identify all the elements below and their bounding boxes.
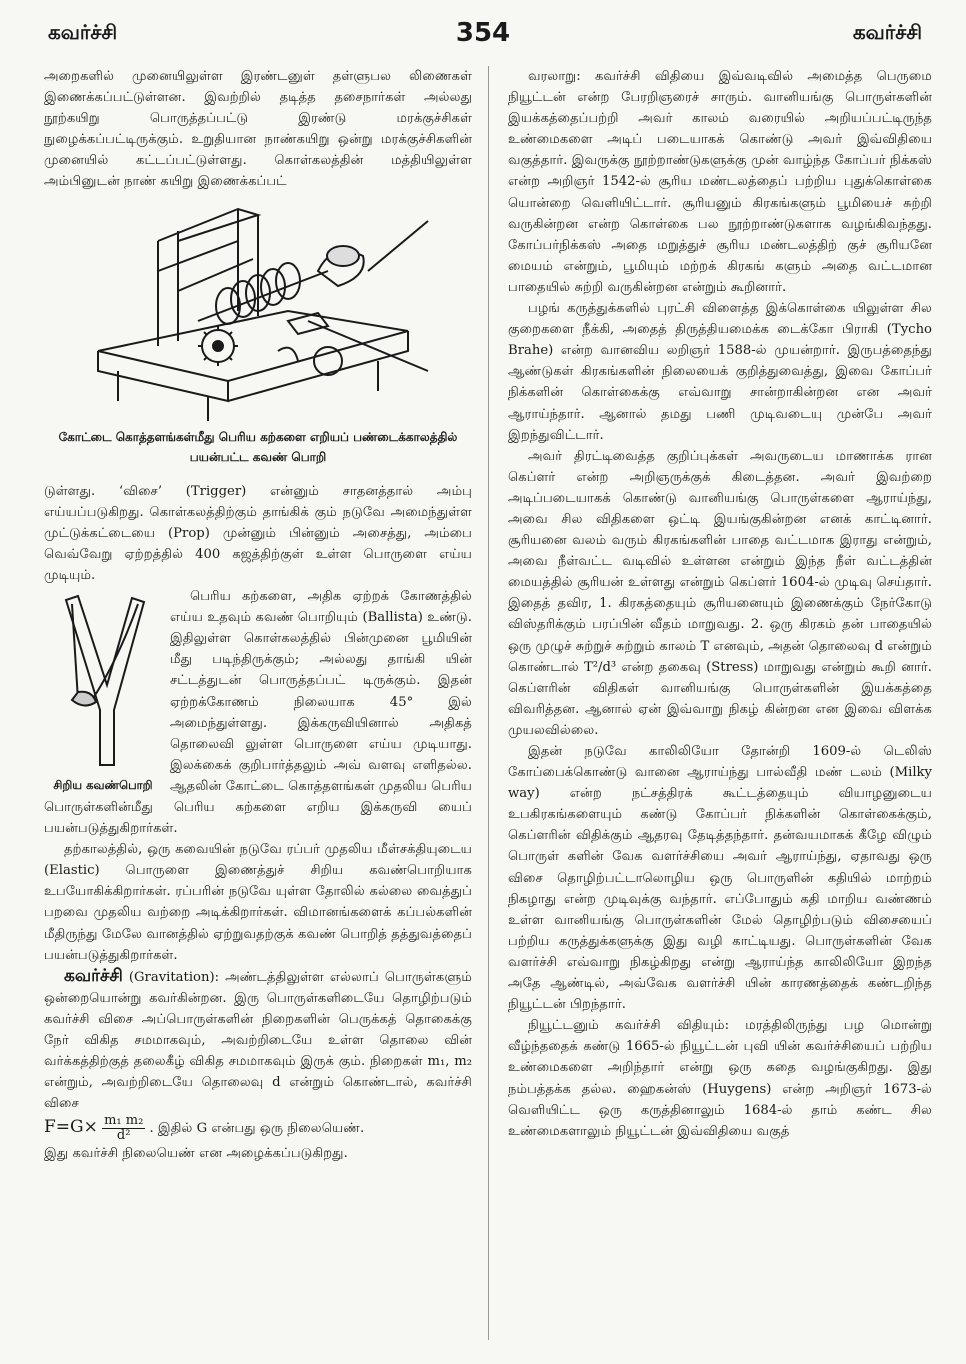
formula-numerator: m₁ m₂ bbox=[104, 1113, 144, 1129]
left-column bbox=[44, 66, 472, 1340]
left-last-line: இது கவர்ச்சி நிலையெண் என அழைக்கப்படுகிறது. bbox=[44, 1146, 348, 1162]
column-divider bbox=[488, 66, 489, 1340]
right-paragraph-1: வரலாறு: கவர்ச்சி விதியை இவ்வடிவில் அமைத்த பெருமை நியூட்டன் என்ற பேரறிஞரைச் சாரும். வானியங்கு பொருள்களின் இயக்கத்தைப்பற்றி அவர் காலம் வரையில் அறியப்பட்டிருந்த உண்மைகளை அடிப் படையாகக் கொண்டு அவர் இவ்விதியை வகுத்தார். இவருக்கு நூற்றாண்டுகளுக்கு முன் வாழ்ந்த கோப்பர் நிக்கஸ் என்ற அறிஞர் 1542-ல் சூரிய மண்டலத்தைப் பற்றிய புதுக்கொள்கை யொன்றை வெளியிட்டார். சூரியனும் கிரகங்களும் பூமியைச் சுற்றி வருகின்றன என்ற கொள்கை பல நூற்றாண்டுகளாக வழங்கிவந்தது. கோப்பர்நிக்கஸ் அதை மறுத்துச் சூரிய மண்டலத்திற் குச் சூரியனே மையம் என்றும், பூமியும் மற்றக் கிரகங் களும் அதை வட்டமான பாதையில் சுற்றி வருகின்றன என்றும் கூறினார். bbox=[508, 69, 932, 295]
right-paragraph-4: இதன் நடுவே காலிலியோ தோன்றி 1609-ல் டெலிஸ் கோப்பைக்கொண்டு வானை ஆராய்ந்து பால்வீதி மண் டலம் (Milky way) என்ற நட்சத்திரக் கூட்டத்தையும் வியாழனுடைய உபகிரகங்களையும் கண்டு கோப்பர் நிக்களின் கொள்கைக்கும், கெப்ளரின் விதிக்கும் ஆதரவு தேடித்தந்தார். தன்வயமாகக் கீழே விழும் பொருள் களின் வேக வளர்ச்சியை அவர் ஆராய்ந்து, ஏதாவது ஒரு விசை தொழிற்பட்டாலொழிய ஒரு பொருளின் கதியில் மாற்றம் நிகழாது என்ற முடிவுக்கு வந்தார். எப்போதும் கதி மாறிய வண்ணம் உள்ள வானியங்கு பொருள்களின் மேல் தொழிற்படும் விசையைப் பற்றிய கருத்துக்களுக்கு இது வழி காட்டியது. பொருள்களின் வேக வளர்ச்சி எவ்வாறு நிகழ்கிறது என்று ஆராய்ந்த காலிலியோ இறந்த அதே ஆண்டில், அவ்வேக வளர்ச்சி யின் காரணத்தைக் கண்டறிந்த நியூட்டன் பிறந்தார். bbox=[508, 744, 932, 1013]
entry-title: கவர்ச்சி bbox=[64, 965, 123, 986]
formula-fraction bbox=[102, 1114, 145, 1143]
formula-line bbox=[44, 1114, 472, 1143]
catapult-caption: கோட்டை கொத்தளங்கள்மீது பெரிய கற்களை எறியப் பண்டைக்காலத்தில் பயன்பட்ட கவண் பொறி bbox=[58, 429, 458, 464]
slingshot-illustration bbox=[48, 590, 158, 770]
right-paragraph-5: நியூட்டனும் கவர்ச்சி விதியும்: மரத்திலிருந்து பழ மொன்று வீழ்ந்ததைக் கண்டு 1665-ல் நியூட்டன் புவி யின் கவர்ச்சியைப் பற்றிய உண்மைகளை அறிந்தார் என்று ஒரு கதை வழங்குகிறது. இது நம்பத்தக்க தல்ல. ஹைகன்ஸ் (Huygens) என்ற அறிஞர் 1673-ல் வெளியிட்ட ஒரு கருத்தினாலும் 1684-ல் தாம் கண்ட சில உண்மைகளாலும் நியூட்டன் இவ்விதியை வகுத் bbox=[508, 1018, 932, 1139]
formula-denominator: d² bbox=[116, 1128, 131, 1144]
formula-rest: . இதில் G என்பது ஒரு நிலையெண். bbox=[149, 1121, 365, 1137]
right-paragraph-2: பழங் கருத்துக்களில் புரட்சி விளைத்த இக்கொள்கை யிலுள்ள சில குறைகளை நீக்கி, அதைத் திருத்தியமைக்க டைக்கோ பிராகி (Tycho Brahe) என்ற வானவிய லறிஞர் 1588-ல் முயன்றார். இருபத்தைந்து ஆண்டுகள் கிரகங்களின் நிலையைக் குறித்துவைத்து, இவை கோப்பர் நிக்களின் கொள்கைக்கு எவ்வாறு சான்றாகின்றன என அவர் ஆராய்ந்தார். ஆனால் தமது பணி முடிவடையு முன்பே அவர் இறந்துவிட்டார். bbox=[508, 301, 932, 443]
slingshot-figure bbox=[44, 590, 162, 794]
page-header bbox=[0, 18, 966, 54]
formula-lhs: F=G× bbox=[44, 1117, 98, 1138]
left-paragraph-3: பெரிய கற்களை, அதிக ஏற்றக் கோணத்தில் எய்ய உதவும் கவண் பொறியும் (Ballista) உண்டு. இதிலுள்ள கொள்கலத்தில் பின்முனை பூமியின் மீது படிந்திருக்கும்; அல்லது தாங்கி யின் சட்டத்துடன் பொருத்தப்பட் டிருக்கும். இதன் ஏற்றக்கோணம் நிலையாக 45° இல் அமைந்துள்ளது. இக்கருவியினால் அதிகத் தொலைவி லுள்ள பொருளை எய்ய முடியாது. இலக்கைக் குறிபார்த்தலும் அவ் வளவு எளிதல்ல. ஆதலின் கோட்டை கொத்தளங்கள் முதலிய பெரிய பொருள்களின்மீது பெரிய கற்களை எறிய இக்கருவி யைப் பயன்படுத்துகிறார்கள். bbox=[44, 589, 472, 837]
left-paragraph-2: டுள்ளது. ‘விசை’ (Trigger) என்னும் சாதனத்தால் அம்பு எய்யப்படுகிறது. கொள்கலத்திற்கும் தாங்கிக் கும் நடுவே அமைந்துள்ள முட்டுக்கட்டையை (Prop) முன்னும் பின்னும் அசைத்து, அம்பை வெவ்வேறு ஏற்றத்தில் 400 கஜத்திற்குள் உள்ள பொருளை எய்ய முடியும். bbox=[44, 483, 472, 583]
catapult-illustration bbox=[78, 201, 438, 423]
entry-paragraph: (Gravitation): அண்டத்திலுள்ள எல்லாப் பொருள்களும் ஒன்றையொன்று கவர்கின்றன. இரு பொருள்களிடையே தொழிற்படும் கவர்ச்சி விசை அப்பொருள்களின் நிறைகளின் பெருக்கத் தொகைக்கு நேர் விகித சமமாகவும், அவற்றிடையே உள்ள தொலை வின் வர்க்கத்திற்குத் தலைகீழ் விகித சமமாகவும் இருக் கும். நிறைகள் m₁, m₂ என்றும், அவற்றிடையே தொலைவு d என்றும் கொண்டால், கவர்ச்சி விசை bbox=[44, 969, 472, 1112]
slingshot-caption: சிறிய கவண்பொறி bbox=[53, 778, 153, 793]
catapult-figure bbox=[44, 201, 472, 423]
header-left-title: கவர்ச்சி bbox=[48, 20, 118, 44]
page-number: 354 bbox=[455, 18, 511, 48]
right-column bbox=[508, 66, 932, 1340]
right-paragraph-3: அவர் திரட்டிவைத்த குறிப்புக்கள் அவருடைய மாணாக்க ரான கெப்ளர் என்ற அறிஞருக்குக் கிடைத்தன. அவர் இவற்றை அடிப்படையாகக் கொண்டு வானியங்கு பொருள்களை ஆராய்ந்து, அவை சில விதிகளை ஒட்டி இயங்குகின்றன எனக் காட்டினார். சூரியனை வலம் வரும் கிரகங்களின் பாதை வட்டமாக இராது என்றும், அவை நீள்வட்ட வடிவில் உள்ளன என்றும் இந்த நீள் வட்டத்தின் மையத்தில் சூரியன் உள்ளது என்றும் கெப்ளர் 1604-ல் முடிவு செய்தார். இதைத் தவிர, 1. கிரகத்தையும் சூரியனையும் இணைக்கும் நேர்கோடு விஸ்தரிக்கும் பரப்பின் வீதம் மாறுவது. 2. ஒரு கிரகம் தன் பாதையில் ஒரு முழுச் சுற்றுச் சுற்றும் காலம் T எனவும், அதன் தொலைவு d என்றும் கொண்டால் T²/d³ என்ற தகைவு (Stress) மாறுவது என்றும் கூறி னார். கெப்ளரின் விதிகள் வானியங்கு பொருள்களின் இயக்கத்தை விவரித்தன. ஆனால் ஏன் இவ்வாறு நிகழ் கின்றன என இவை விளக்க முயலவில்லை. bbox=[508, 448, 932, 738]
left-paragraph-1: அறைகளில் முனையிலுள்ள இரண்டனுள் தள்ளுபல லிணைகள் இணைக்கப்பட்டுள்ளன. இவற்றில் தடித்த தசைநார்கள் அல்லது நூற்கயிறு பொருத்தப்பட்டு இரண்டு மரக்குச்சிகள் நுழைக்கப்பட்டிருக்கும். உறுதியான நாண்கயிறு ஒன்று மரக்குச்சிகளின் முனையில் கட்டப்பட்டுள்ளது. கொள்கலத்தின் மத்தியிலுள்ள அம்பினுடன் நாண் கயிறு இணைக்கப்பட் bbox=[44, 69, 472, 190]
left-paragraph-4: தற்காலத்தில், ஒரு கவையின் நடுவே ரப்பர் முதலிய மீள்சக்தியுடைய (Elastic) பொருளை இணைத்துச் சிறிய கவண்பொறியாக உபயோகிக்கிறார்கள். ரப்பரின் நடுவே யுள்ள தோலில் கல்லை வைத்துப் பறவை முதலிய வற்றை அடிக்கிறார்கள். விமானங்களைக் கப்பல்களின் மீதிருந்து மேலே வானத்தில் ஏற்றுவதற்குக் கவண் பொறித் தத்துவத்தைப் பயன்படுத்துகிறார்கள். bbox=[44, 842, 472, 963]
header-right-title: கவர்ச்சி bbox=[852, 20, 922, 44]
